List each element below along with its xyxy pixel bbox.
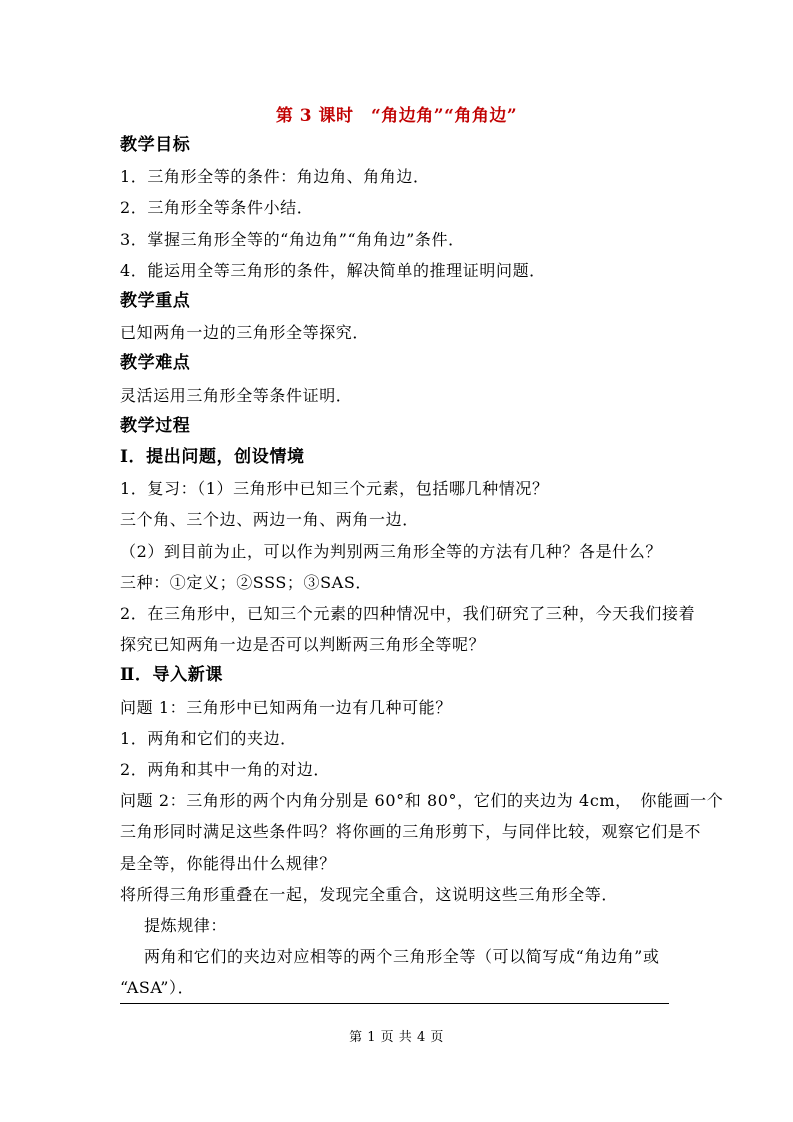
text-line: 2．三角形全等条件小结．	[120, 198, 314, 218]
text-line: 探究已知两角一边是否可以判断两三角形全等呢？	[120, 635, 486, 655]
text-line: 是全等，你能得出什么规律？	[120, 853, 336, 873]
text-line: 三角形同时满足这些条件吗？将你画的三角形剪下，与同伴比较，观察它们是不	[120, 822, 702, 842]
lesson-body	[120, 130, 724, 1004]
text-line: 1．三角形全等的条件：角边角、角角边．	[120, 167, 430, 187]
page-number-footer: 第 1 页 共 4 页	[349, 1030, 444, 1045]
text-line: 4．能运用全等三角形的条件，解决简单的推理证明问题．	[120, 260, 546, 280]
text-line: （2）到目前为止，可以作为判别两三角形全等的方法有几种？各是什么？	[120, 541, 662, 561]
lesson-title: 第 3 课时 “角边角”“角角边”	[275, 106, 518, 126]
text-line: 三种：①定义；②SSS；③SAS．	[120, 572, 372, 592]
text-line: 提炼规律：	[144, 916, 228, 936]
text-line: 三个角、三个边、两边一角、两角一边．	[120, 510, 419, 530]
text-line: 问题 2：三角形的两个内角分别是 60°和 80°，它们的夹边为 4cm， 你能画一个	[120, 791, 724, 811]
section-heading: Ⅱ．导入新课	[120, 665, 223, 686]
text-line: “ASA”）．	[120, 978, 195, 998]
section-heading: Ⅰ．提出问题，创设情境	[120, 447, 305, 468]
text-line: 灵活运用三角形全等条件证明．	[120, 385, 353, 405]
text-line: 已知两角一边的三角形全等探究．	[120, 323, 370, 343]
text-line: 1．两角和它们的夹边．	[120, 728, 297, 748]
text-line: 问题 1：三角形中已知两角一边有几种可能？	[120, 697, 452, 717]
text-line: 1．复习：（1）三角形中已知三个元素，包括哪几种情况？	[120, 479, 549, 499]
section-heading: 教学过程	[120, 415, 191, 436]
section-heading: 教学目标	[120, 135, 191, 155]
text-line: 3．掌握三角形全等的“角边角”“角角边”条件．	[120, 229, 465, 249]
text-line: 将所得三角形重叠在一起，发现完全重合，这说明这些三角形全等．	[120, 884, 619, 904]
section-heading: 教学重点	[120, 291, 191, 312]
text-line: 两角和它们的夹边对应相等的两个三角形全等（可以简写成“角边角”或	[144, 947, 660, 967]
section-heading: 教学难点	[120, 353, 191, 374]
text-line: 2．两角和其中一角的对边．	[120, 760, 330, 780]
footer-divider	[120, 1003, 669, 1004]
text-line: 2．在三角形中，已知三个元素的四种情况中，我们研究了三种，今天我们接着	[120, 604, 696, 624]
